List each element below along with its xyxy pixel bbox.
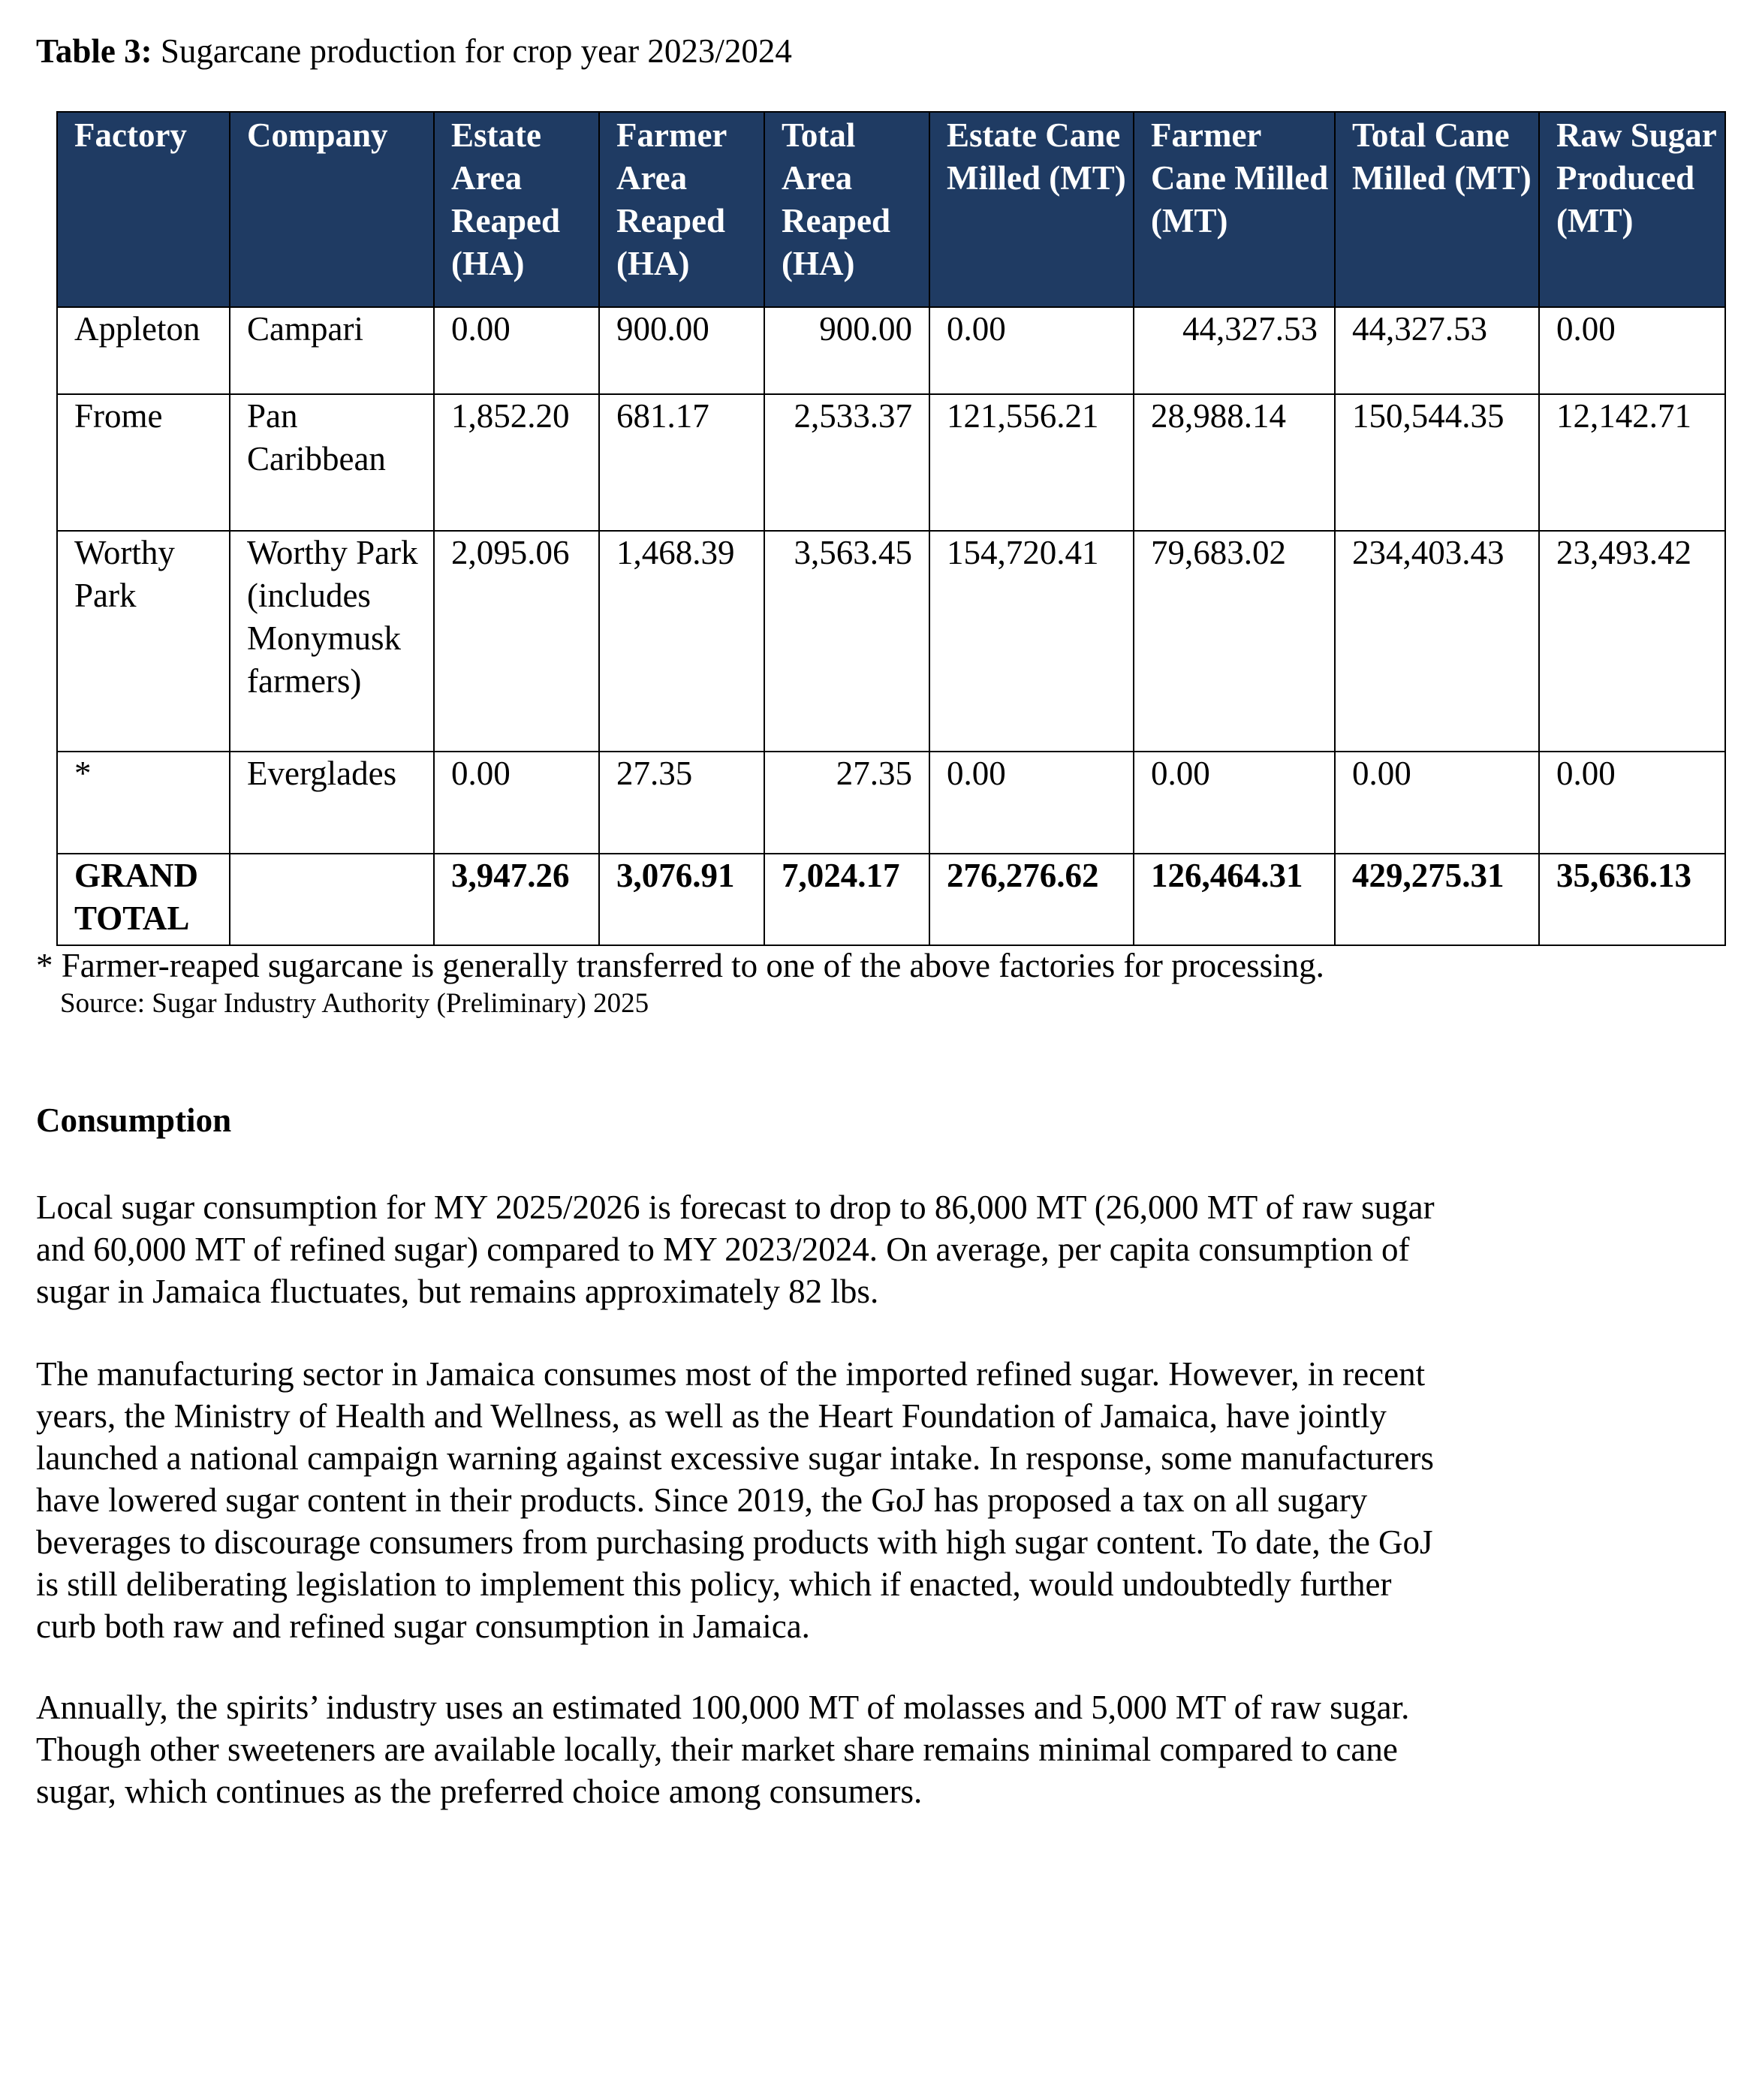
paragraph-line: Annually, the spirits’ industry uses an estimated 100,000 MT of molasses and 5,000 MT of raw sugar. xyxy=(36,1689,1410,1726)
table-source: Source: Sugar Industry Authority (Preliminary) 2025 xyxy=(60,988,649,1019)
cell-total-farmer-cane: 126,464.31 xyxy=(1134,854,1335,945)
header-estate-cane-milled: Estate Cane Milled (MT) xyxy=(929,112,1134,307)
cell-total-area: 2,533.37 xyxy=(764,394,929,531)
paragraph-3 xyxy=(36,1686,1673,1812)
paragraph-1 xyxy=(36,1186,1673,1312)
cell-raw-sugar: 12,142.71 xyxy=(1539,394,1725,531)
cell-total-area: 27.35 xyxy=(764,752,929,854)
cell-estate-area: 1,852.20 xyxy=(434,394,599,531)
paragraph-line: and 60,000 MT of refined sugar) compared to MY 2023/2024. On average, per capita consumption of xyxy=(36,1231,1410,1268)
cell-farmer-area: 681.17 xyxy=(599,394,764,531)
cell-total-area: 900.00 xyxy=(764,307,929,394)
table-footnote: * Farmer-reaped sugarcane is generally transferred to one of the above factories for processing. xyxy=(36,947,1324,984)
header-total-area-reaped: Total Area Reaped (HA) xyxy=(764,112,929,307)
cell-estate-cane: 154,720.41 xyxy=(929,531,1134,752)
paragraph-line: sugar, which continues as the preferred choice among consumers. xyxy=(36,1773,923,1810)
cell-estate-cane: 0.00 xyxy=(929,752,1134,854)
table-caption xyxy=(36,29,792,74)
paragraph-line: launched a national campaign warning against excessive sugar intake. In response, some manufacturers xyxy=(36,1439,1434,1477)
paragraph-line: Local sugar consumption for MY 2025/2026 is forecast to drop to 86,000 MT (26,000 MT of raw sugar xyxy=(36,1189,1435,1226)
cell-total-estate-cane: 276,276.62 xyxy=(929,854,1134,945)
paragraph-line: is still deliberating legislation to implement this policy, which if enacted, would undoubtedly further xyxy=(36,1565,1392,1603)
table-row xyxy=(57,531,1725,752)
cell-factory: Appleton xyxy=(57,307,230,394)
cell-total-area: 3,563.45 xyxy=(764,531,929,752)
cell-farmer-area: 27.35 xyxy=(599,752,764,854)
paragraph-line: Though other sweeteners are available locally, their market share remains minimal compared to cane xyxy=(36,1731,1398,1768)
cell-total-company xyxy=(230,854,434,945)
cell-raw-sugar: 23,493.42 xyxy=(1539,531,1725,752)
table-row xyxy=(57,394,1725,531)
cell-farmer-area: 1,468.39 xyxy=(599,531,764,752)
caption-label: Table 3: xyxy=(36,32,152,70)
header-company: Company xyxy=(230,112,434,307)
cell-company: Worthy Park (includes Monymusk farmers) xyxy=(230,531,434,752)
cell-factory: * xyxy=(57,752,230,854)
caption-text: Sugarcane production for crop year 2023/2024 xyxy=(152,32,792,70)
header-farmer-area-reaped: Farmer Area Reaped (HA) xyxy=(599,112,764,307)
cell-total-total-cane: 429,275.31 xyxy=(1335,854,1539,945)
table-row xyxy=(57,752,1725,854)
cell-total-label: GRAND TOTAL xyxy=(57,854,230,945)
cell-estate-area: 0.00 xyxy=(434,307,599,394)
cell-total-farmer-area: 3,076.91 xyxy=(599,854,764,945)
cell-factory: Frome xyxy=(57,394,230,531)
cell-raw-sugar: 0.00 xyxy=(1539,752,1725,854)
header-farmer-cane-milled: Farmer Cane Milled (MT) xyxy=(1134,112,1335,307)
cell-total-estate-area: 3,947.26 xyxy=(434,854,599,945)
cell-total-cane: 44,327.53 xyxy=(1335,307,1539,394)
paragraph-line: have lowered sugar content in their products. Since 2019, the GoJ has proposed a tax on all sugary xyxy=(36,1481,1368,1519)
cell-total-cane: 0.00 xyxy=(1335,752,1539,854)
paragraph-line: years, the Ministry of Health and Wellness, as well as the Heart Foundation of Jamaica, have jointly xyxy=(36,1397,1387,1435)
cell-total-raw-sugar: 35,636.13 xyxy=(1539,854,1725,945)
cell-farmer-cane: 44,327.53 xyxy=(1134,307,1335,394)
cell-total-total-area: 7,024.17 xyxy=(764,854,929,945)
cell-company: Campari xyxy=(230,307,434,394)
paragraph-2 xyxy=(36,1353,1673,1647)
grand-total-row xyxy=(57,854,1725,945)
cell-farmer-cane: 0.00 xyxy=(1134,752,1335,854)
header-estate-area-reaped: Estate Area Reaped (HA) xyxy=(434,112,599,307)
cell-farmer-cane: 79,683.02 xyxy=(1134,531,1335,752)
cell-estate-area: 0.00 xyxy=(434,752,599,854)
header-total-cane-milled: Total Cane Milled (MT) xyxy=(1335,112,1539,307)
cell-company: Pan Caribbean xyxy=(230,394,434,531)
paragraph-line: sugar in Jamaica fluctuates, but remains approximately 82 lbs. xyxy=(36,1273,879,1310)
paragraph-line: beverages to discourage consumers from purchasing products with high sugar content. To date, the GoJ xyxy=(36,1523,1433,1561)
cell-estate-cane: 0.00 xyxy=(929,307,1134,394)
cell-farmer-cane: 28,988.14 xyxy=(1134,394,1335,531)
header-factory: Factory xyxy=(57,112,230,307)
cell-factory: Worthy Park xyxy=(57,531,230,752)
cell-company: Everglades xyxy=(230,752,434,854)
paragraph-line: curb both raw and refined sugar consumption in Jamaica. xyxy=(36,1607,810,1645)
header-raw-sugar-produced: Raw Sugar Produced (MT) xyxy=(1539,112,1725,307)
cell-total-cane: 234,403.43 xyxy=(1335,531,1539,752)
cell-raw-sugar: 0.00 xyxy=(1539,307,1725,394)
table-header-row xyxy=(57,112,1725,307)
cell-estate-area: 2,095.06 xyxy=(434,531,599,752)
paragraph-line: The manufacturing sector in Jamaica consumes most of the imported refined sugar. However, in recent xyxy=(36,1355,1426,1393)
cell-estate-cane: 121,556.21 xyxy=(929,394,1134,531)
table-row xyxy=(57,307,1725,394)
cell-total-cane: 150,544.35 xyxy=(1335,394,1539,531)
section-heading: Consumption xyxy=(36,1101,232,1139)
sugarcane-production-table xyxy=(56,111,1726,946)
cell-farmer-area: 900.00 xyxy=(599,307,764,394)
